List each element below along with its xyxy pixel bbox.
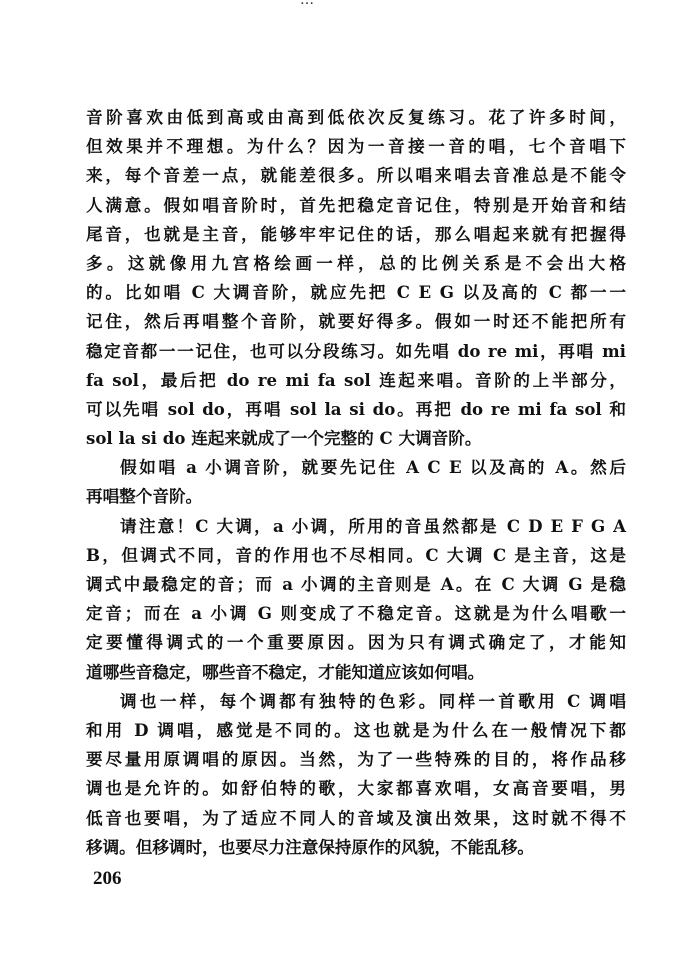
page-number: 206: [93, 868, 122, 889]
text-line: B，但调式不同，音的作用也不尽相同。C 大调 C 是主音，这是: [86, 544, 626, 565]
text-line: 道哪些音稳定，哪些音不稳定，才能知道应该如何唱。: [86, 661, 485, 682]
text-line: 移调。但移调时，也要尽力注意保持原作的风貌，不能乱移。: [86, 836, 535, 857]
paragraph-1: [86, 103, 626, 453]
paragraph-4: [86, 687, 626, 862]
text-line: 记住，然后再唱整个音阶，就要好得多。假如一时还不能把所有: [86, 311, 626, 332]
text-line: 和用 D 调唱，感觉是不同的。这也就是为什么在一般情况下都: [86, 719, 626, 740]
text-line: 多。这就像用九宫格绘画一样，总的比例关系是不会出大格: [86, 252, 626, 273]
text-line: 调也一样，每个调都有独特的色彩。同样一首歌用 C 调唱: [120, 690, 626, 711]
text-line: 但效果并不理想。为什么？因为一音接一音的唱，七个音唱下: [86, 136, 626, 157]
text-line: 定要懂得调式的一个重要原因。因为只有调式确定了，才能知: [86, 632, 626, 653]
text-line: 的。比如唱 C 大调音阶，就应先把 C E G 以及高的 C 都一一: [86, 282, 626, 303]
text-line: 低音也要唱，为了适应不同人的音域及演出效果，这时就不得不: [86, 807, 626, 828]
text-line: 假如唱 a 小调音阶，就要先记住 A C E 以及高的 A。然后: [120, 457, 626, 478]
top-mark: …: [300, 0, 320, 8]
text-line: 尾音，也就是主音，能够牢牢记住的话，那么唱起来就有把握得: [86, 223, 626, 244]
text-line: 来，每个音差一点，就能差很多。所以唱来唱去音准总是不能令: [86, 165, 626, 186]
text-line: 人满意。假如唱音阶时，首先把稳定音记住，特别是开始音和结: [86, 194, 626, 215]
text-line: 再唱整个音阶。: [86, 486, 203, 507]
paragraph-2: [86, 453, 626, 511]
text-line: 可以先唱 sol do，再唱 sol la si do。再把 do re mi fa sol 和: [86, 398, 626, 419]
text-line: 请注意！C 大调，a 小调，所用的音虽然都是 C D E F G A: [120, 515, 626, 536]
text-line: 调式中最稳定的音；而 a 小调的主音则是 A。在 C 大调 G 是稳: [86, 574, 626, 594]
text-line: 稳定音都一一记住，也可以分段练习。如先唱 do re mi，再唱 mi: [86, 340, 626, 361]
page-body: [86, 103, 626, 862]
paragraph-3: [86, 512, 626, 687]
text-line: 定音；而在 a 小调 G 则变成了不稳定音。这就是为什么唱歌一: [86, 603, 626, 624]
text-line: fa sol，最后把 do re mi fa sol 连起来唱。音阶的上半部分，: [86, 369, 626, 390]
text-line: sol la si do 连起来就成了一个完整的 C 大调音阶。: [86, 428, 482, 449]
text-line: 调也是允许的。如舒伯特的歌，大家都喜欢唱，女高音要唱，男: [86, 778, 626, 799]
text-line: 音阶喜欢由低到高或由高到低依次反复练习。花了许多时间，: [86, 107, 626, 127]
text-line: 要尽量用原调唱的原因。当然，为了一些特殊的目的，将作品移: [86, 749, 626, 770]
